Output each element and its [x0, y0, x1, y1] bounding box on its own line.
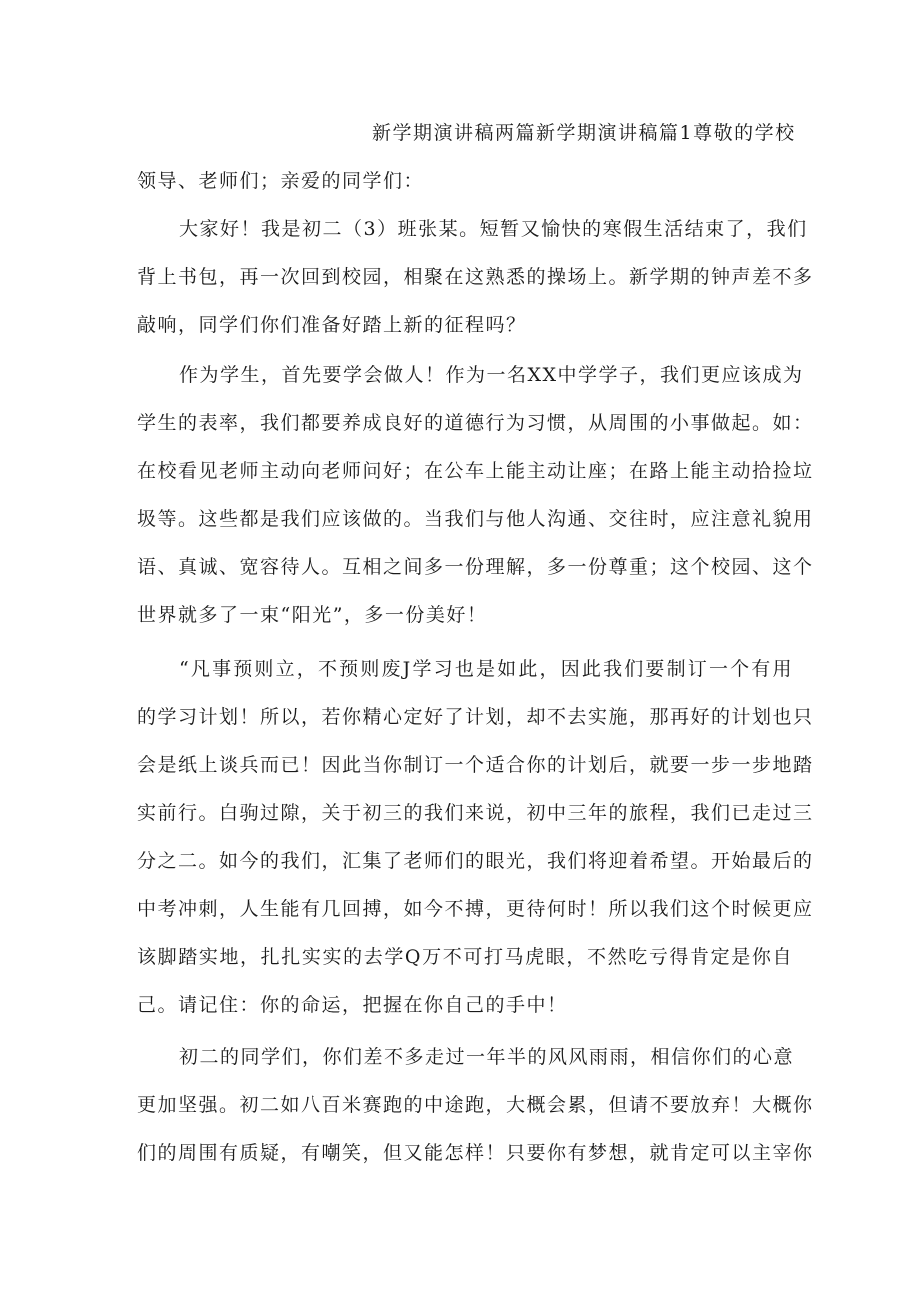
- paragraph-line: 初二的同学们，你们差不多走过一年半的风风雨雨，相信你们的心意: [179, 1046, 795, 1068]
- paragraph-line: 学生的表率，我们都要养成良好的道德行为习惯，从周围的小事做起。如：: [137, 412, 814, 434]
- paragraph-line: 的学习计划！所以，若你精心定好了计划，却不去实施，那再好的计划也只: [137, 706, 814, 728]
- paragraph-line: 该脚踏实地，扎扎实实的去学Q万不可打马虎眼，不然吃亏得肯定是你自: [137, 946, 793, 968]
- paragraph-line: 世界就多了一束“阳光”，多一份美好！: [137, 604, 488, 626]
- paragraph-line: 在校看见老师主动向老师问好；在公车上能主动让座；在路上能主动拾捡垃: [137, 460, 814, 482]
- paragraph-line: 中考冲刺，人生能有几回搏，如今不搏，更待何时！所以我们这个时候更应: [137, 898, 814, 920]
- paragraph-line: 分之二。如今的我们，汇集了老师们的眼光，我们将迎着希望。开始最后的: [137, 850, 814, 872]
- paragraph-line: “凡事预则立，不预则废J学习也是如此，因此我们要制订一个有用: [179, 658, 793, 680]
- salutation: 领导、老师们；亲爱的同学们：: [137, 170, 425, 192]
- paragraph-line: 敲响，同学们你们准备好踏上新的征程吗？: [137, 314, 527, 336]
- paragraph-line: 作为学生，首先要学会做人！作为一名XX中学学子，我们更应该成为: [179, 364, 804, 386]
- paragraph-line: 更加坚强。初二如八百米赛跑的中途跑，大概会累，但请不要放弃！大概你: [137, 1094, 814, 1116]
- paragraph-line: 会是纸上谈兵而已！因此当你制订一个适合你的计划后，就要一步一步地踏: [137, 754, 814, 776]
- paragraph-line: 大家好！我是初二（3）班张某。短暂又愉快的寒假生活结束了，我们: [179, 218, 808, 240]
- paragraph-line: 们的周围有质疑，有嘲笑，但又能怎样！只要你有梦想，就肯定可以主宰你: [137, 1142, 814, 1164]
- paragraph-line: 语、真诚、宽容待人。互相之间多一份理解，多一份尊重；这个校园、这个: [137, 556, 814, 578]
- paragraph-line: 实前行。白驹过隙，关于初三的我们来说，初中三年的旅程，我们已走过三: [137, 802, 814, 824]
- paragraph-line: 背上书包，再一次回到校园，相聚在这熟悉的操场上。新学期的钟声差不多: [137, 266, 814, 288]
- title-line: 新学期演讲稿两篇新学期演讲稿篇1尊敬的学校: [372, 122, 796, 144]
- paragraph-line: 己。请记住：你的命运，把握在你自己的手中！: [137, 994, 568, 1016]
- paragraph-line: 圾等。这些都是我们应该做的。当我们与他人沟通、交往时，应注意礼貌用: [137, 508, 814, 530]
